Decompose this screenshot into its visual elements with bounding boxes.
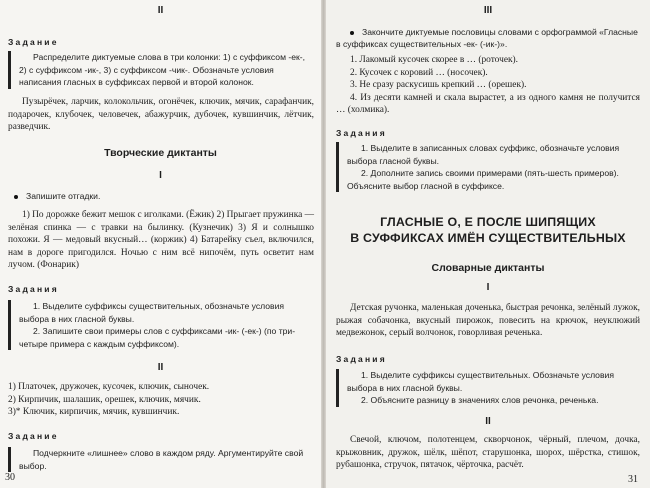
dictation-text [336,302,640,340]
bullet-icon [350,31,354,35]
riddles-text [8,209,314,272]
page-number: 30 [5,472,15,483]
task-item: 1. Выделите в записанных словах суффикс, обозначьте условия выбора гласной буквы. [347,143,620,166]
task-heading: Задания [336,128,387,138]
roman-numeral: II [157,362,164,373]
proverbs [336,54,640,117]
heading-line: ГЛАСНЫЕ О, Е ПОСЛЕ ШИПЯЩИХ [380,215,596,229]
task-item: 2. Объясните разницу в значениях слов речонка, реченька. [361,395,599,405]
task-item: 1. Выделите суффиксы существительных, обозначьте условия выбора в них гласной буквы. [19,301,285,324]
proverb: 4. Из десяти камней и скала вырастет, а из одного камня не получится … (холмика). [336,92,640,116]
section-title: Словарные диктанты [431,262,545,274]
task-heading: Задания [336,354,387,364]
proverb: 1. Лакомый кусочек скорее в … (роточек). [350,55,519,65]
task-text: Подчеркните «лишнее» слово в каждом ряду. Аргументируйте свой выбор. [19,448,304,471]
task-box [336,142,645,192]
left-page [0,0,321,488]
task-item: 2. Дополните запись своими примерами (пять-шесть примеров). Объясните выбор гласной в суффиксе. [347,168,619,191]
proverb: 2. Кусочек с коровий … (носочек). [350,67,488,78]
chapter-heading [326,214,650,246]
roman-numeral: II [485,416,491,427]
dictation: Свечой, ключом, полотенцем, скворчонок, чёрный, плечом, дочка, крыжовник, дружок, шёлк, шёпот, старушонка, шорох, шёрстка, стишок, рубашонка, стручок, пятачок, чёрточка, расчёт. [336,435,640,471]
bullet-instruction [12,190,100,202]
heading-line: В СУФФИКСАХ ИМЁН СУЩЕСТВИТЕЛЬНЫХ [350,231,626,245]
dictation-text [8,96,314,134]
task-text: Распределите диктуемые слова в три колонки: 1) с суффиксом -ек-, 2) с суффиксом -ик-, 3) с суффиксом -чик-. Обозначьте условия написания гласных в суффиксах первой и второй колонок. [19,52,306,87]
roman-numeral: III [483,5,493,16]
task-box [8,300,315,350]
word-row: 2) Кирпичик, шалашик, орешек, ключик, мячик. [8,394,201,405]
word-row: 1) Платочек, дружочек, кусочек, ключик, сыночек. [8,382,210,392]
proverb: 3. Не сразу раскусишь крепкий … (орешек). [350,80,527,91]
riddles: 1) По дорожке бежит мешок с иголками. (Ёжик) 2) Прыгает пружинка — зелёная спинка — с травки на былинку. (Кузнечик) 3) Я и солнышко похожи. Я — медовый вкусный… (коржик) 4) Батарейку съел, включился, нам в дороге пригодился. Ночью с ним всё нипочём, путь осветит нам лучом. (Фонарик) [8,210,314,271]
bullet-instruction [336,26,640,50]
task-box [8,51,315,89]
section-title: Творческие диктанты [104,147,217,159]
dictation-text [336,434,640,472]
task-item: 1. Выделите суффиксы существительных. Обозначьте условия выбора в них гласной буквы. [347,370,614,393]
task-heading: Задание [8,37,59,47]
task-box [336,369,645,407]
instruction-text: Закончите диктуемые пословицы словами с орфограммой «Гласные в суффиксах существительных -ек- (-ик-)». [336,27,638,49]
page-number: 31 [628,474,638,485]
roman-numeral: I [486,282,490,293]
bullet-icon [14,195,18,199]
task-item: 2. Запишите свои примеры слов с суффиксами -ик- (-ек-) (по три-четыре примера с каждым суффиксом). [19,326,296,349]
word-rows [8,381,314,419]
task-heading: Задание [8,431,59,441]
roman-numeral: I [159,170,162,181]
right-page [326,0,650,488]
word-list: Пузырёчек, ларчик, колокольчик, огонёчек, ключик, мячик, сарафанчик, подарочек, клубочек, человечек, абажурчик, дубочек, кувшинчик, лётчик, разведчик. [8,97,314,133]
instruction-text: Запишите отгадки. [26,191,101,201]
dictation: Детская ручонка, маленькая доченька, быстрая речонка, зелёный лужок, рыжая собачонка, вкусный пирожок, повесить на крючок, неуклюжий медвежонок, серый волчонок, говорливая реченька. [336,303,640,339]
word-row: 3)* Ключик, кирпичик, мячик, кувшинчик. [8,407,180,418]
task-box [8,447,315,472]
roman-numeral: II [157,5,164,16]
task-heading: Задания [8,284,59,294]
